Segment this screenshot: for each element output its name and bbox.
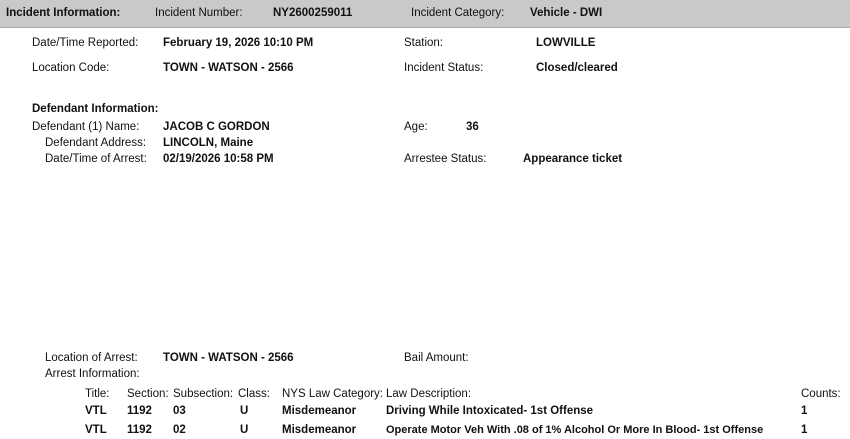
charge-description: Driving While Intoxicated- 1st Offense (386, 405, 594, 417)
arrest-location-label: Location of Arrest: (45, 352, 138, 364)
arrest-time-label: Date/Time of Arrest: (45, 153, 147, 165)
defendant-address-label: Defendant Address: (45, 137, 147, 149)
column-header-section: Section: (127, 388, 169, 400)
charge-title: VTL (85, 405, 107, 417)
incident-header-bar (0, 0, 850, 28)
date-reported-label: Date/Time Reported: (32, 37, 139, 49)
station-value: LOWVILLE (536, 37, 596, 49)
charge-description: Operate Motor Veh With .08 of 1% Alcohol Or More In Blood- 1st Offense (386, 424, 764, 436)
charge-category: Misdemeanor (282, 405, 357, 417)
charge-subsection: 03 (173, 405, 186, 417)
arrestee-status-value: Appearance ticket (523, 153, 623, 165)
charge-counts: 1 (801, 424, 808, 436)
charge-class: U (240, 405, 249, 417)
defendant-name-value: JACOB C GORDON (163, 121, 270, 133)
incident-number-value: NY2600259011 (273, 7, 353, 19)
arrest-information-label: Arrest Information: (45, 368, 140, 380)
age-value: 36 (466, 121, 479, 133)
charge-title: VTL (85, 424, 107, 436)
column-header-category: NYS Law Category: (282, 388, 383, 400)
charge-class: U (240, 424, 249, 436)
location-code-value: TOWN - WATSON - 2566 (163, 62, 294, 74)
incident-status-value: Closed/cleared (536, 62, 618, 74)
location-code-label: Location Code: (32, 62, 110, 74)
column-header-counts: Counts: (801, 388, 841, 400)
column-header-subsection: Subsection: (173, 388, 234, 400)
incident-category-value: Vehicle - DWI (530, 7, 603, 19)
arrest-location-value: TOWN - WATSON - 2566 (163, 352, 294, 364)
station-label: Station: (404, 37, 443, 49)
charge-subsection: 02 (173, 424, 186, 436)
bail-amount-label: Bail Amount: (404, 352, 469, 364)
date-reported-value: February 19, 2026 10:10 PM (163, 37, 314, 49)
charge-section: 1192 (127, 405, 152, 417)
incident-category-label: Incident Category: (411, 7, 505, 19)
arrestee-status-label: Arrestee Status: (404, 153, 487, 165)
defendant-information-heading: Defendant Information: (32, 103, 159, 115)
column-header-title: Title: (85, 388, 110, 400)
age-label: Age: (404, 121, 428, 133)
incident-status-label: Incident Status: (404, 62, 484, 74)
defendant-name-label: Defendant (1) Name: (32, 121, 140, 133)
charge-counts: 1 (801, 405, 808, 417)
defendant-address-value: LINCOLN, Maine (163, 137, 254, 149)
column-header-class: Class: (238, 388, 270, 400)
column-header-description: Law Description: (386, 388, 472, 400)
arrest-time-value: 02/19/2026 10:58 PM (163, 153, 274, 165)
charge-section: 1192 (127, 424, 152, 436)
incident-information-heading: Incident Information: (6, 7, 121, 19)
charge-category: Misdemeanor (282, 424, 357, 436)
incident-number-label: Incident Number: (155, 7, 243, 19)
